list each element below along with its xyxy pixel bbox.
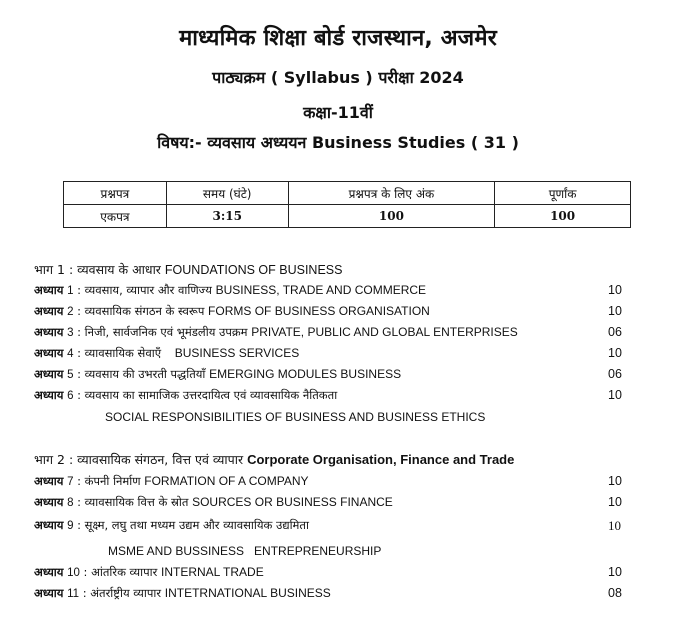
subject-title: विषय:- व्यवसाय अध्ययन Business Studies ( 31 ) bbox=[157, 133, 519, 152]
chapter-row bbox=[34, 283, 634, 303]
chapter-number: 8 bbox=[67, 497, 74, 509]
header-total-marks: पूर्णांक bbox=[495, 182, 631, 205]
part-1-english: FOUNDATIONS OF BUSINESS bbox=[164, 263, 343, 277]
chapter-english-title: INTERNAL TRADE bbox=[161, 565, 264, 579]
chapter-number: 6 bbox=[67, 390, 74, 402]
chapter-marks: 06 bbox=[608, 325, 622, 339]
cell-paper-marks: 100 bbox=[288, 205, 495, 228]
chapter-row bbox=[34, 346, 634, 366]
chapter-marks: 10 bbox=[608, 495, 622, 509]
chapter-english-title: BUSINESS, TRADE AND COMMERCE bbox=[215, 283, 427, 297]
chapter-english-title: BUSINESS SERVICES bbox=[174, 346, 300, 360]
chapter-row bbox=[34, 304, 634, 324]
chapter-hindi-title: : व्यवसाय, व्यापार और वाणिज्य bbox=[77, 283, 212, 297]
chapter-english-title: INTETRNATIONAL BUSINESS bbox=[164, 586, 331, 600]
chapter-marks: 10 bbox=[608, 565, 622, 579]
chapter-label: अध्याय bbox=[34, 283, 64, 297]
chapter-number: 1 bbox=[67, 285, 74, 297]
chapter-english-title: FORMS OF BUSINESS ORGANISATION bbox=[208, 304, 430, 318]
chapter-marks: 10 bbox=[608, 518, 621, 533]
chapter-row bbox=[34, 518, 634, 538]
chapter-english-title: SOURCES OR BUSINESS FINANCE bbox=[192, 495, 393, 509]
chapter-number: 3 bbox=[67, 327, 74, 339]
exam-pattern-table bbox=[63, 181, 631, 228]
chapter-marks: 10 bbox=[608, 388, 622, 402]
chapter-number: 2 bbox=[67, 306, 74, 318]
chapter-number: 9 bbox=[67, 520, 74, 532]
table-row bbox=[64, 205, 631, 228]
part-2-heading bbox=[34, 451, 514, 468]
chapter-english-title: EMERGING MODULES BUSINESS bbox=[209, 367, 402, 381]
chapter-hindi-title: : कंपनी निर्माण bbox=[77, 474, 141, 488]
class-title: कक्षा-11वीं bbox=[303, 103, 373, 122]
chapter-hindi-title: : आंतरिक व्यापार bbox=[83, 565, 158, 579]
header-paper: प्रश्नपत्र bbox=[64, 182, 167, 205]
chapter-label: अध्याय bbox=[34, 346, 64, 360]
chapter-marks: 10 bbox=[608, 346, 622, 360]
chapter-label: अध्याय bbox=[34, 518, 64, 532]
chapter-label: अध्याय bbox=[34, 495, 64, 509]
chapter-row bbox=[34, 495, 634, 515]
chapter-label: अध्याय bbox=[34, 565, 64, 579]
chapter-hindi-title: : व्यवसाय का सामाजिक उत्तरदायित्व एवं व्यावसायिक नैतिकता bbox=[77, 388, 338, 402]
chapter-english-title: SOCIAL RESPONSIBILITIES OF BUSINESS AND BUSINESS ETHICS bbox=[105, 410, 486, 424]
chapter-row bbox=[34, 565, 634, 585]
chapter-hindi-title: : व्यावसायिक वित्त के स्रोत bbox=[77, 495, 189, 509]
chapter-marks: 08 bbox=[608, 586, 622, 600]
chapter-label: अध्याय bbox=[34, 474, 64, 488]
chapter-hindi-title: : व्यवसायिक संगठन के स्वरूप bbox=[77, 304, 205, 318]
chapter-label: अध्याय bbox=[34, 304, 64, 318]
chapter-english-title: PRIVATE, PUBLIC AND GLOBAL ENTERPRISES bbox=[251, 325, 518, 339]
chapter-marks: 10 bbox=[608, 304, 622, 318]
chapter-label: अध्याय bbox=[34, 586, 64, 600]
part-2-english: Corporate Organisation, Finance and Trade bbox=[247, 452, 515, 467]
chapter-english-title: MSME AND BUSSINESS ENTREPRENEURSHIP bbox=[108, 544, 382, 558]
chapter-label: अध्याय bbox=[34, 325, 64, 339]
chapter-hindi-title: : अंतर्राष्ट्रीय व्यापार bbox=[82, 586, 162, 600]
chapter-hindi-title: : निजी, सार्वजनिक एवं भूमंडलीय उपक्रम bbox=[77, 325, 248, 339]
chapter-label: अध्याय bbox=[34, 367, 64, 381]
chapter-number: 11 bbox=[67, 588, 80, 600]
chapter-row bbox=[34, 388, 634, 408]
chapter-row bbox=[34, 586, 634, 606]
chapter-marks: 10 bbox=[608, 283, 622, 297]
chapter-english-title: FORMATION OF A COMPANY bbox=[144, 474, 309, 488]
chapter-row bbox=[34, 474, 634, 494]
board-title: माध्यमिक शिक्षा बोर्ड राजस्थान, अजमेर bbox=[179, 26, 497, 51]
chapter-hindi-title: : व्यावसायिक सेवाएँ bbox=[77, 346, 162, 360]
part-2-hindi: भाग 2 : व्यावसायिक संगठन, वित्त एवं व्यापार bbox=[34, 452, 244, 467]
chapter-label: अध्याय bbox=[34, 388, 64, 402]
header-time: समय (घंटे) bbox=[166, 182, 288, 205]
cell-paper: एकपत्र bbox=[64, 205, 167, 228]
table-header-row bbox=[64, 182, 631, 205]
chapter-number: 10 bbox=[67, 567, 80, 579]
chapter-hindi-title: : सूक्ष्म, लघु तथा मध्यम उद्यम और व्यावसायिक उद्यमिता bbox=[77, 518, 309, 532]
part-1-heading bbox=[34, 261, 342, 278]
chapter-hindi-title: : व्यवसाय की उभरती पद्धतियाँ bbox=[77, 367, 206, 381]
header-paper-marks: प्रश्नपत्र के लिए अंक bbox=[288, 182, 495, 205]
chapter-number: 4 bbox=[67, 348, 74, 360]
cell-time: 3:15 bbox=[166, 205, 288, 228]
chapter-number: 5 bbox=[67, 369, 74, 381]
chapter-number: 7 bbox=[67, 476, 74, 488]
chapter-row bbox=[34, 325, 634, 345]
chapter-row bbox=[34, 367, 634, 387]
part-1-hindi: भाग 1 : व्यवसाय के आधार bbox=[34, 262, 161, 277]
chapter-marks: 06 bbox=[608, 367, 622, 381]
chapter-marks: 10 bbox=[608, 474, 622, 488]
cell-total-marks: 100 bbox=[495, 205, 631, 228]
syllabus-title: पाठ्यक्रम ( Syllabus ) परीक्षा 2024 bbox=[212, 68, 464, 87]
